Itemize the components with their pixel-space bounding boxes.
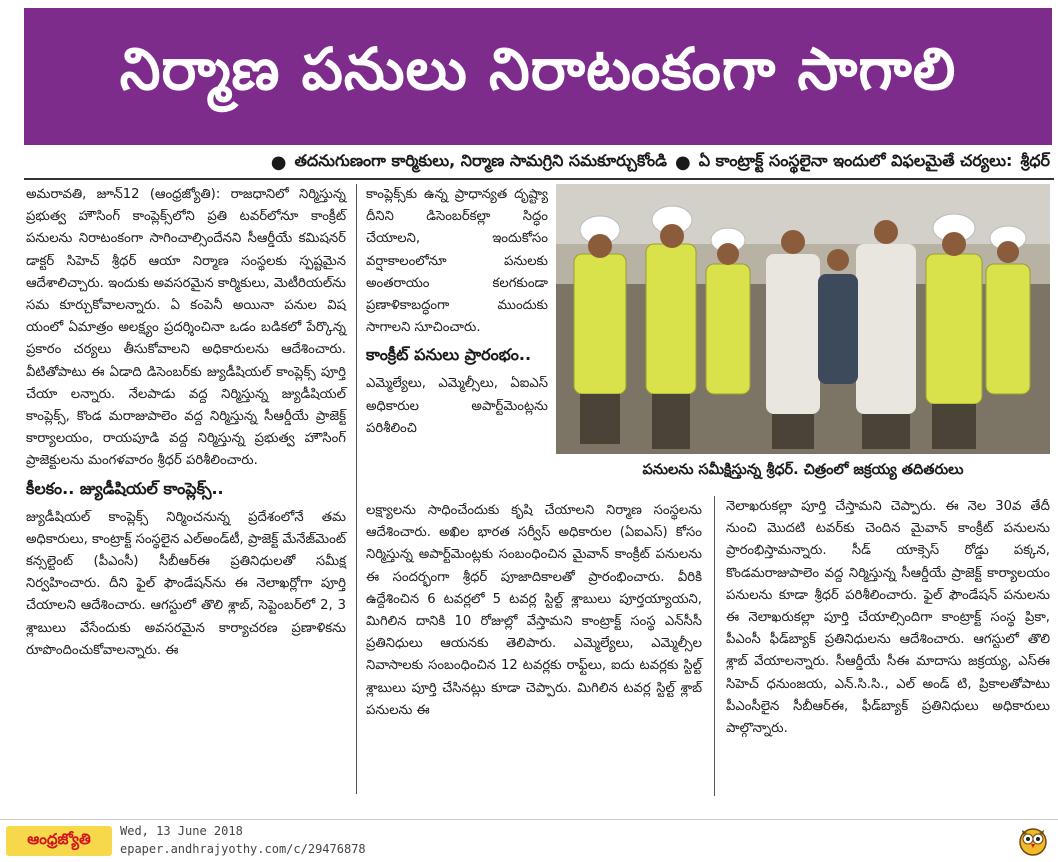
article-paragraph: నెలాఖరుకల్లా పూర్తి చేస్తామని చెప్పారు. ఈ నెల 30వ తేదీ నుంచి మొదటి టవర్‌కు చెందిన మైవాన్ కాంక్రీట్ పనులను ప్రారంభిస్తామన్నారు. సీడ్ యాక్సెస్ రోడ్డు పక్కన, కొండమరాజుపాలెం వద్ద నిర్మిస్తున్న సీఆర్డీయే ప్రాజెక్ట్ కార్యాలయం పనులను కూడా శ్రీధర్ పరిశీలించారు. ఫైల్ ఫౌండేషన్ పనులను ఈ నెలాఖరుకల్లా పూర్తి చేయాల్సిందిగా కాంట్రాక్ట్ సంస్థ ప్రికా, పీఎంసీ ఫీడ్‌బ్యాక్ ప్రతినిధులను ఆదేశించారు. ఆగస్టులో తొలి శ్లాబ్ వేయాలన్నారు. సీఆర్డీయే సీఈ మాదాసు జక్రయ్య, ఎస్ఈ సిహెచ్ ధనుంజయ, ఎన్.సి.సి., ఎల్ అండ్ టి, ప్రికాలతోపాటు పీఎంసీలైన సీబీఆర్ఈ, ఫీడ్‌బ్యాక్ ప్రతినిధులు అధికారులు పాల్గొన్నారు. [726, 499, 1050, 737]
subheadline-point1: తదనుగుణంగా కార్మికులు, నిర్మాణ సామగ్రిని సమకూర్చుకోండి [294, 150, 667, 170]
divider [24, 178, 1054, 180]
article-paragraph: లక్ష్యాలను సాధించేందుకు కృషి చేయాలని నిర్మాణ సంస్థలను ఆదేశించారు. అఖిల భారత సర్వీస్ అధికారుల (ఏఐఎస్) కోసం నిర్మిస్తున్న అపార్ట్‌మెంట్లకు సంబంధించిన మైవాన్ కాంక్రీట్ పనులను ఈ సందర్భంగా శ్రీధర్ పూజాదికాలతో ప్రారంభించారు. వీరికి ఉద్దేశించిన 6 టవర్లలో 5 టవర్ల స్టిల్ట్ శ్లాబులు పూర్తయ్యాయని, మిగిలిన దానికి 10 రోజుల్లో వేస్తామని కాంట్రాక్ట్ సంస్థ ఎన్‌సీసీ ప్రతినిధులు ఆయనకు తెలిపారు. ఎమ్మెల్యేలు, ఎమ్మెల్సీల నివాసాలకు సంబంధించిన 12 టవర్లకు రాఫ్ట్‌లు, ఐదు టవర్లకు స్టిల్ట్ శ్లాబులు పూర్తి చేసినట్లు కూడా చెప్పారు. మిగిలిన టవర్ల స్టిల్ట్ శ్లాబ్ పనులను ఈ [366, 503, 702, 718]
andhrajyothy-logo[interactable]: ఆంధ్రజ్యోతి [6, 826, 112, 856]
bullet-icon: ● [270, 151, 287, 173]
subheadline-point2: ఏ కాంట్రాక్ట్ సంస్థలైనా ఇందులో విఫలమైతే చర్యలు: [698, 150, 1013, 170]
subheadline [30, 150, 1050, 174]
article-paragraph: కాంప్లెక్స్‌కు ఉన్న ప్రాధాన్యత దృష్ట్యా దీనిని డిసెంబర్‌కల్లా సిద్ధం చేయాలని, ఇందుకోసం వర్షాకాలంలోనూ పనులకు అంతరాయం కలగకుండా ప్రణాళికాబద్ధంగా ముందుకు సాగాలని సూచించారు. [366, 187, 548, 336]
article-paragraph: అమరావతి, జూన్12 (ఆంధ్రజ్యోతి): రాజధానిలో నిర్మిస్తున్న ప్రభుత్వ హౌసింగ్ కాంప్లెక్స్‌లోని ప్రతి టవర్‌లోనూ కాంక్రీట్ పనులను నిరాటంకంగా సాగించాల్సిందేనని సీఆర్డీయే కమిషనర్ డాక్టర్ సిహెచ్ శ్రీధర్ ఆయా నిర్మాణ సంస్థలకు స్పష్టమైన ఆదేశాలిచ్చారు. ఇందుకు అవసరమైన కార్మికులు, మెటీరియల్‌ను సమ కూర్చుకోవాలన్నారు. ఏ కంపెనీ అయినా పనుల విష యంలో ఏమాత్రం అలక్ష్యం ప్రదర్శించినా ఒడం బడికలో పేర్కొన్న ప్రకారం చర్యలు తీసుకోవాలని అధికారులను ఆదేశించారు. వీటితోపాటు ఈ ఏడాది డిసెంబర్‌కు జ్యుడీషియల్ కాంప్లెక్స్ పూర్తి చేయా లన్నారు. నేలపాడు వద్ద నిర్మిస్తున్న జ్యుడీషియల్ కాంప్లెక్స్, కొండ మరాజుపాలెం వద్ద నిర్మిస్తున్న సీఆర్డీయే ప్రాజెక్ట్ కార్యాలయం, రాయపూడి వద్ద నిర్మిస్తున్న ప్రభుత్వ హౌసింగ్ ప్రాజెక్టులను మంగళవారం శ్రీధర్ పరిశీలించారు. [26, 187, 346, 469]
column-divider [356, 184, 357, 794]
headline-banner [24, 8, 1052, 145]
owl-icon [1018, 824, 1048, 856]
headline: నిర్మాణ పనులు నిరాటంకంగా సాగాలి [119, 35, 957, 103]
column-divider [714, 496, 715, 796]
section-heading: కీలకం.. జ్యుడీషియల్ కాంప్లెక్స్.. [26, 478, 224, 498]
article-column-2 [366, 184, 548, 440]
article-column-2-lower [366, 500, 702, 722]
photo-illustration [556, 184, 1050, 454]
publish-date: Wed, 13 June 2018 [120, 824, 243, 838]
article-column-1 [26, 184, 346, 662]
photo-caption: పనులను సమీక్షిస్తున్న శ్రీధర్. చిత్రంలో జక్రయ్య తదితరులు [642, 462, 964, 478]
article-paragraph: జ్యుడీషియల్ కాంప్లెక్స్ నిర్మించనున్న ప్రదేశంలోనే తమ అధికారులు, కాంట్రాక్ట్ సంస్థలైన ఎల్అండ్‌టీ, ప్రాజెక్ట్ మేనేజ్‌మెంట్ కన్సల్టెంట్ (పీఎంసీ) సీబీఆర్‌ఈ ప్రతినిధులతో సమీక్ష నిర్వహించారు. దీని ఫైల్ ఫౌండేషన్‌ను ఈ నెలాఖర్లోగా పూర్తి చేయాలని ఆదేశించారు. ఆగస్టులో తొలి శ్లాబ్, సెప్టెంబర్‌లో 2, 3 శ్లాబులు వేసేందుకు అవసరమైన కార్యాచరణ ప్రణాళికను రూపొందించుకోవాలన్నారు. ఈ [26, 509, 346, 658]
epaper-footer [0, 819, 1058, 862]
subheadline-name: శ్రీధర్ [1020, 150, 1050, 170]
bullet-icon: ● [674, 151, 691, 173]
article-column-3 [726, 496, 1050, 740]
article-paragraph: ఎమ్మెల్యేలు, ఎమ్మెల్సీలు, ఏఐఎస్ అధికారుల అపార్ట్‌మెంట్లను పరిశీలించి [366, 376, 548, 436]
news-photo [556, 184, 1050, 454]
epaper-url[interactable]: epaper.andhrajyothy.com/c/29476878 [120, 842, 366, 856]
section-heading: కాంక్రీట్ పనులు ప్రారంభం.. [366, 345, 532, 365]
